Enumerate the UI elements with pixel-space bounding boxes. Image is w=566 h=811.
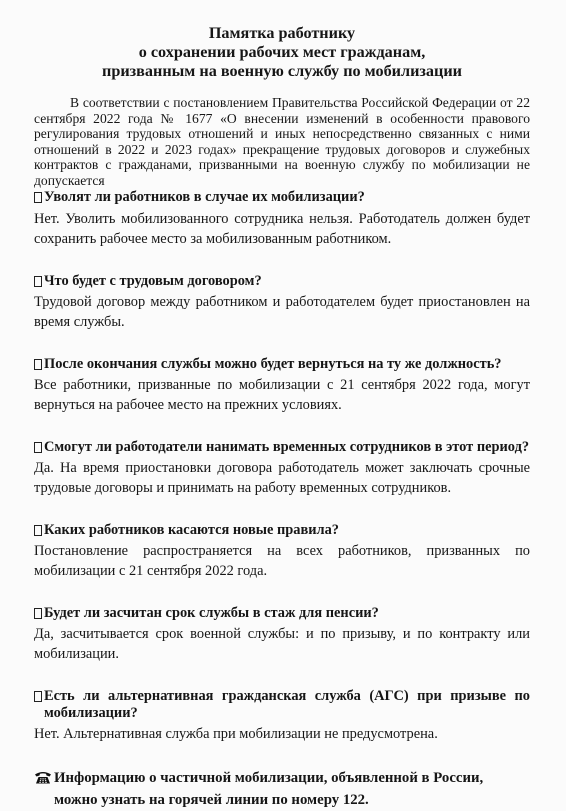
memo-title [34,0,530,81]
checkbox-icon [34,359,42,370]
hotline-text: Информацию о частичной мобилизации, объявленной в России, можно узнать на горячей линии по номеру 122. [54,769,484,808]
answer-text: Трудовой договор между работником и работодателем будет приостановлен на время службы. [34,293,530,330]
qa-item [34,522,530,581]
qa-item [34,439,530,498]
qa-item [34,273,530,332]
qa-item [34,356,530,415]
checkbox-icon [34,608,42,619]
question [34,522,530,539]
question [34,189,530,206]
checkbox-icon [34,442,42,453]
question [34,605,530,622]
hotline-info [34,767,530,811]
qa-item [34,189,530,249]
checkbox-icon [34,276,42,287]
intro-paragraph: В соответствии с постановлением Правительства Российской Федерации от 22 сентября 2022 года № 1677 «О внесении изменений в особенности правового регулирования трудовых отношений и иных непосредственно связанных с ними отношений в 2022 и 2023 годах» прекращение трудовых договоров и служебных контрактов с гражданами, призванными на военную службу по мобилизации не допускается [34,95,530,188]
question [34,356,530,373]
checkbox-icon [34,525,42,536]
answer-text: Все работники, призванные по мобилизации с 21 сентября 2022 года, могут вернуться на рабочее место на прежних условиях. [34,376,530,413]
question-text: После окончания службы можно будет вернуться на ту же должность? [44,355,502,372]
title-line: призванным на военную службу по мобилизации [102,62,462,80]
question-text: Есть ли альтернативная гражданская служба (АГС) при призыве по мобилизации? [44,687,530,721]
title-line: о сохранении рабочих мест гражданам, [138,43,426,61]
question [34,688,530,722]
question [34,439,530,456]
phone-icon [34,770,52,785]
title-line: Памятка работнику [208,24,356,42]
answer-text: Постановление распространяется на всех работников, призванных по мобилизации с 21 сентября 2022 года. [34,542,530,579]
answer-text: Нет. Уволить мобилизованного сотрудника нельзя. Работодатель должен будет сохранить рабочее место за мобилизованным работником. [34,210,530,247]
question-text: Каких работников касаются новые правила? [44,521,339,538]
question [34,273,530,290]
question-text: Смогут ли работодатели нанимать временных сотрудников в этот период? [44,438,530,455]
answer-text: Нет. Альтернативная служба при мобилизации не предусмотрена. [34,725,438,742]
question-text: Будет ли засчитан срок службы в стаж для пенсии? [44,604,379,621]
qa-item [34,688,530,744]
question-text: Что будет с трудовым договором? [44,272,262,289]
answer-text: Да, засчитывается срок военной службы: и по призыву, и по контракту или мобилизации. [34,625,530,662]
question-text: Уволят ли работников в случае их мобилизации? [44,188,365,205]
checkbox-icon [34,192,42,203]
answer-text: Да. На время приостановки договора работодатель может заключать срочные трудовые договоры и принимать на работу временных сотрудников. [34,459,530,496]
qa-item [34,605,530,664]
checkbox-icon [34,691,42,702]
